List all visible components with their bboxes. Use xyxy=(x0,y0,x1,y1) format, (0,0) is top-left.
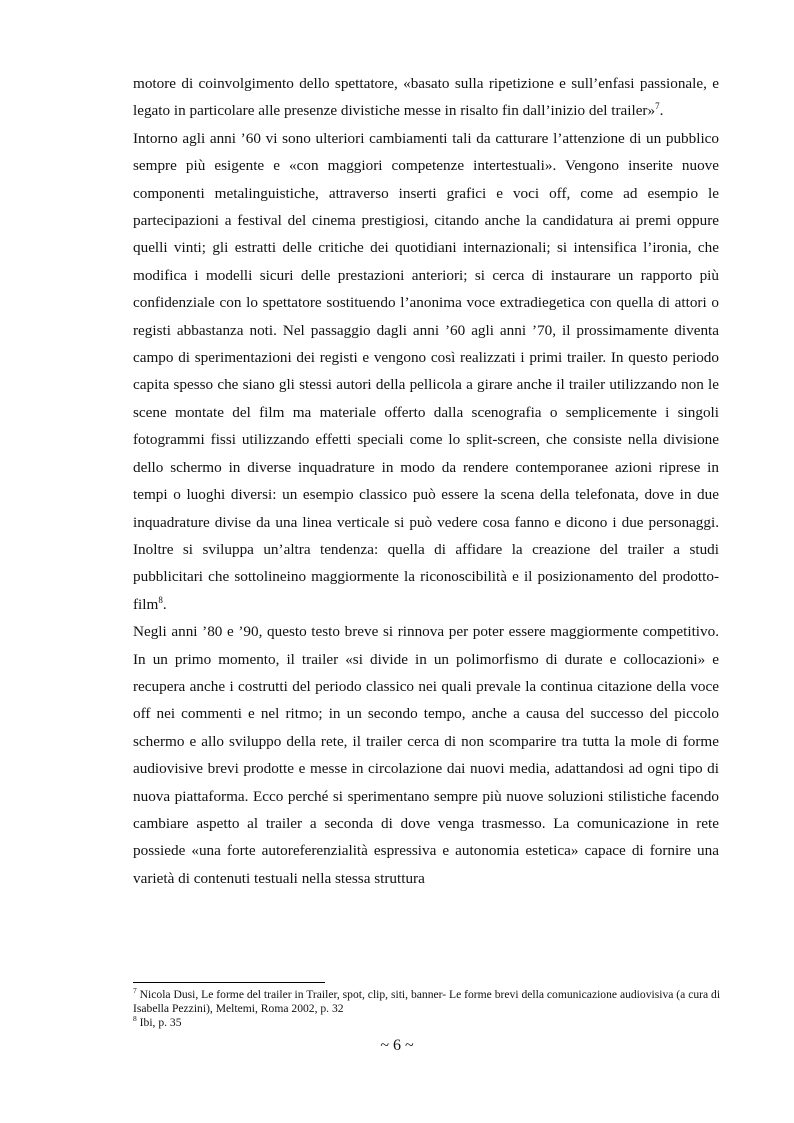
footnote-text: Nicola Dusi, Le forme del trailer in Trailer, spot, clip, siti, banner- Le forme brevi della comunicazione audiovisiva (a cura di Isabella Pezzini), Meltemi, Roma 2002, p. 32 xyxy=(133,988,721,1015)
footnote-separator xyxy=(133,982,325,983)
page-number: ~ 6 ~ xyxy=(380,1037,414,1054)
footnote-ref-7: 7 xyxy=(655,101,660,112)
footnote-8 xyxy=(133,1016,733,1030)
footnote-ref-8: 8 xyxy=(158,594,163,605)
paragraph-2 xyxy=(133,125,719,618)
footnote-text: Ibi, p. 35 xyxy=(139,1016,182,1029)
paragraph-3 xyxy=(133,618,719,892)
paragraph-3-text: Negli anni ’80 e ’90, questo testo breve si rinnova per poter essere maggiormente competitivo. In un primo momento, il trailer «si divide in un polimorfismo di durate e collocazioni» e recupera anche i costrutti del periodo classico nei quali prevale la continua citazione della voce off nei commenti e nel ritmo; in un secondo tempo, anche a causa del successo del piccolo schermo e allo sviluppo della rete, il trailer cerca di non scomparire tra tutta la mole di forme audiovisive brevi prodotte e messe in circolazione dai nuovi media, adattandosi ad ogni tipo di nuova piattaforma. Ecco perché si sperimentano sempre più nuove soluzioni stilistiche facendo cambiare aspetto al trailer a seconda di dove venga trasmesso. La comunicazione in rete possiede «una forte autoreferenzialità espressiva e autonomia estetica» capace di fornire una varietà di contenuti testuali nella stessa struttura xyxy=(133,623,719,887)
footnote-7 xyxy=(133,988,733,1016)
paragraph-2-text: Intorno agli anni ’60 vi sono ulteriori cambiamenti tali da catturare l’attenzione di un pubblico sempre più esigente e «con maggiori competenze intertestuali». Vengono inserite nuove componenti metalinguistiche, attraverso inserti grafici e voci off, come ad esempio le partecipazioni a festival del cinema prestigiosi, citando anche la candidatura ai premi oppure quelli vinti; gli estratti delle critiche dei quotidiani internazionali; si intensifica l’ironia, che modifica i modelli sicuri delle prestazioni anteriori; si cerca di instaurare un rapporto più confidenziale con lo spettatore sostituendo l’anonima voce extradiegetica con quella di attori o registi abbastanza noti. Nel passaggio dagli anni ’60 agli anni ’70, il prossimamente diventa campo di sperimentazioni dei registi e vengono così realizzati i primi trailer. In questo periodo capita spesso che siano gli stessi autori della pellicola a girare anche il trailer utilizzando non le scene montate del film ma materiale offerto dalla scenografia o semplicemente i singoli fotogrammi fissi utilizzando effetti speciali come lo split-screen, che consiste nella divisione dello schermo in diverse inquadrature in modo da rendere contemporanee azioni riprese in tempi o luoghi diversi: un esempio classico può essere la scena della telefonata, dove in due inquadrature divise da una linea verticale si può vedere cosa fanno e dicono i due personaggi. Inoltre si sviluppa un’altra tendenza: quella di affidare la creazione del trailer a studi pubblicitari che sottolineino maggiormente la riconoscibilità e il posizionamento del prodotto-film xyxy=(133,129,719,613)
paragraph-1-text: motore di coinvolgimento dello spettatore, «basato sulla ripetizione e sull’enfasi passionale, e legato in particolare alle presenze divistiche messe in risalto fin dall’inizio del trailer» xyxy=(133,75,719,120)
body-text xyxy=(133,70,719,892)
paragraph-1-end: . xyxy=(659,102,664,120)
footnotes xyxy=(133,988,733,1030)
paragraph-1 xyxy=(133,70,719,125)
footnote-number: 8 xyxy=(133,1014,137,1024)
paragraph-2-end: . xyxy=(162,595,167,613)
footnote-number: 7 xyxy=(133,986,137,996)
